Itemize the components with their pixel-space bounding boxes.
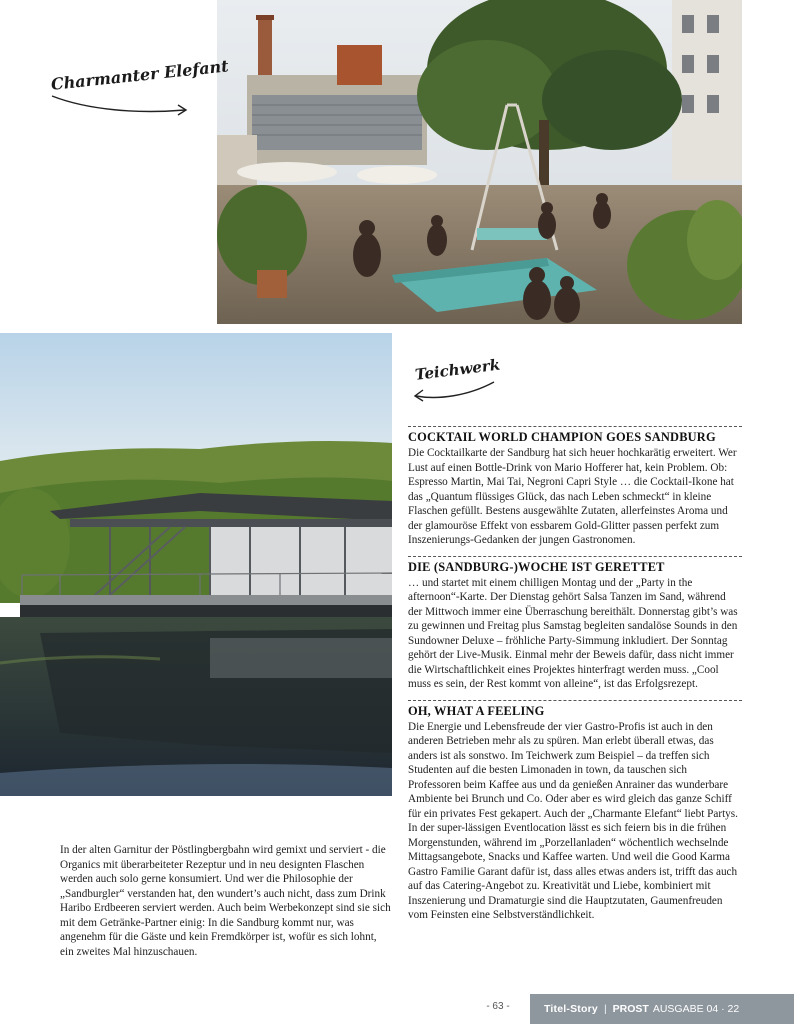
section-heading: DIE (SANDBURG-)WOCHE IST GERETTET — [408, 559, 665, 574]
pavilion-illustration — [0, 333, 392, 796]
section-divider — [408, 556, 742, 557]
curved-arrow-icon — [48, 88, 193, 120]
article-right-column — [408, 426, 742, 931]
footer-issue: AUSGABE 04 · 22 — [652, 1003, 740, 1015]
caption-teichwerk: Teichwerk — [414, 355, 502, 384]
page-number: - 63 - — [486, 1001, 510, 1012]
footer-section: Titel-Story — [544, 1003, 598, 1015]
beer-garden-illustration — [217, 0, 742, 324]
section-divider — [408, 426, 742, 427]
footer-magazine: PROST — [612, 1003, 649, 1015]
caption-charmanter-elefant: Charmanter Elefant — [50, 56, 230, 94]
section-body: … und startet mit einem chilligen Montag und der „Party in the afternoon“-Karte. Der Dienstag gehört Salsa Tanzen im Sand, während der Mittwoch immer eine Überraschung bereithält. Donnerstag gibt’s was zu gewinnen und Freitag plus Samstag begleiten sandalöse Sounds in den Sundowner Deluxe – fröhliche Party-Simmung inkludiert. Der Sonntag gehört der Live-Musik. Einmal mehr der Beweis dafür, dass nicht immer die Wirtschaftlichkeit eines Projektes hinterfragt werden muss. „Cool muss es sein, der Rest kommt von alleine“, ist das Erfolgsrezept. — [408, 576, 738, 690]
beer-garden-photo — [217, 0, 742, 324]
footer-separator: | — [603, 1003, 607, 1015]
article-left-column — [60, 843, 392, 959]
section-divider — [408, 700, 742, 701]
section-body: Die Cocktailkarte der Sandburg hat sich heuer hochkarätig erweitert. Wer Lust auf einen Bottle-Drink von Mario Hofferer hat, kein Problem. Ob: Espresso Martin, Mai Tai, Negroni Capri Style … die Cocktail-Ikone hat das „Quantum flüssiges Glück, das nach Leben schmeckt“ in kleine Flaschen gefüllt. Bestens ausgewählte Zutaten, allerfeinstes Aroma und der glamouröse Effekt von essbarem Gold-Glitter passen perfekt zum Inszenierungs-Gedanken der jungen Gastronomen. — [408, 447, 737, 546]
footer-bar — [530, 994, 794, 1024]
curved-arrow-icon — [408, 376, 498, 404]
section-body: Die Energie und Lebensfreude der vier Gastro-Profis ist auch in den anderen Betrieben mehr als zu spüren. Man erlebt überall etwas, das anders ist als sonstwo. Im Teichwerk zum Beispiel – da treffen sich Studenten auf die besten Limonaden in town, da tauschen sich Professoren beim Kaffee aus und da genießen Anrainer das wunderbare Ambiente bei Brunch und Co. Oder aber es wird gleich das ganze Schiff für ein privates Fest gekapert. Auch der „Charmante Elefant“ liebt Partys. In der super-lässigen Eventlocation lässt es sich feiern bis in die frühen Morgenstunden, während im „Porzellanladen“ wöchentlich wechselnde Mittagsangebote, Snacks und Kaffee warten. Und weil die Good Karma Gastro Familie Garant dafür ist, dass alles etwas anders ist, trifft das auch auf das Catering-Angebot zu. Kreativität und Liebe, kombiniert mit Inszenierung und Dramaturgie sind die Hauptzutaten, Gaumenfreuden vom Feinsten eine Selbstverständlichkeit. — [408, 720, 738, 921]
section-heading: OH, WHAT A FEELING — [408, 703, 545, 718]
left-column-body: In der alten Garnitur der Pöstlingbergbahn wird gemixt und serviert - die Organics mit überarbeiteter Rezeptur und in neu designten Flaschen werden auch solo gerne konsumiert. Und wer die Philosophie der „Sandburgler“ verstanden hat, den wundert’s auch nicht, dass zum Drink Haribo Erdbeeren serviert werden. Auch beim Werbekonzept sind sie sich mit dem Getränke-Partner einig: In die Sandburg kommt nur, was angenehm für die Gäste und kein Fremdkörper ist, wofür es sich lohnt, ein zweites Mal hinzuschauen. — [60, 844, 391, 958]
teichwerk-photo — [0, 333, 392, 796]
section-heading: COCKTAIL WORLD CHAMPION GOES SANDBURG — [408, 430, 716, 444]
